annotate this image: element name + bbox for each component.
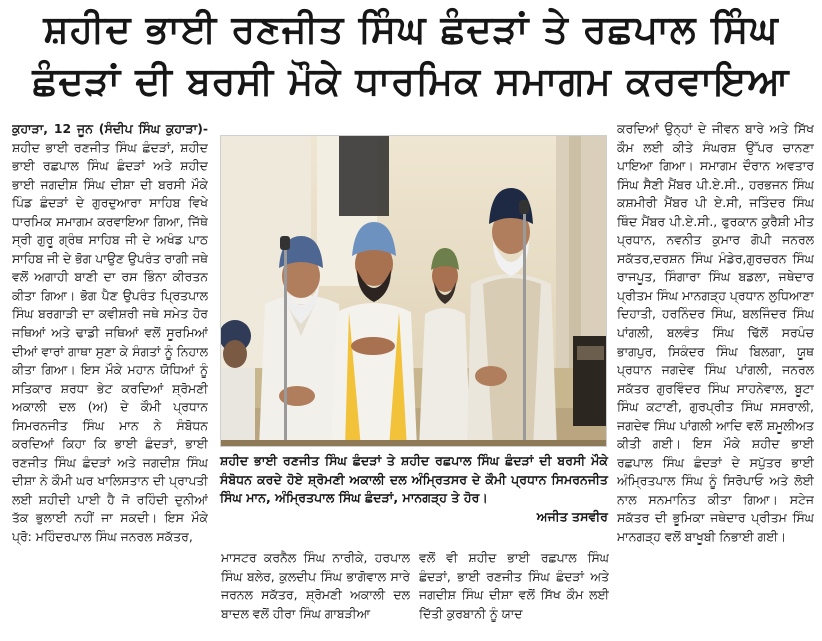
article-text-col2: ਮਾਸਟਰ ਕਰਨੈਲ ਸਿੰਘ ਨਾਰੀਕੇ, ਹਰਪਾਲ ਸਿੰਘ ਬਲੇਰ, ਕੁਲਦੀਪ ਸਿੰਘ ਭਾਗੋਵਾਲ ਸਾਰੇ ਜਰਨਲ ਸਕੱਤਰ, ਸ਼੍ਰੋਮਣੀ ਅਕਾਲੀ ਦਲ ਬਾਦਲ ਵਲੋਂ ਹੀਰਾ ਸਿੰਘ ਗਾਬੜੀਆ [221,550,410,621]
photo-caption [220,452,608,544]
article-column-4 [617,120,814,636]
article-dateline: ਕੁਹਾੜਾ, 12 ਜੂਨ (ਸੰਦੀਪ ਸਿੰਘ ਕੁਹਾੜਾ)- [12,121,208,136]
article-text-col3: ਵਲੋਂ ਵੀ ਸ਼ਹੀਦ ਭਾਈ ਰਛਪਾਲ ਸਿੰਘ ਛੰਦੜਾਂ, ਭਾਈ ਰਣਜੀਤ ਸਿੰਘ ਛੰਦੜਾਂ ਅਤੇ ਜਗਦੀਸ਼ ਸਿੰਘ ਦੀਸ਼ਾ ਵਲੋਂ ਸਿੱਖ ਕੌਮ ਲਈ ਦਿੱਤੀ ਕੁਰਬਾਨੀ ਨੂੰ ਯਾਦ [419,550,609,621]
photo-credit: ਅਜੀਤ ਤਸਵੀਰ [536,508,608,524]
article-column-1 [12,120,208,636]
photo-scene [221,136,607,447]
article-text-col4: ਕਰਦਿਆਂ ਉਨ੍ਹਾਂ ਦੇ ਜੀਵਨ ਬਾਰੇ ਅਤੇ ਸਿੱਖ ਕੌਮ ਲਈ ਕੀਤੇ ਸੰਘਰਸ਼ ਉੱਪਰ ਚਾਨਣਾ ਪਾਇਆ ਗਿਆ। ਸਮਾਗਮ ਦੌਰਾਨ ਅਵਤਾਰ ਸਿੰਘ ਸੈਣੀ ਮੈਂਬਰ ਪੀ.ਏ.ਸੀ., ਹਰਭਜਨ ਸਿੰਘ ਕਸ਼ਮੀਰੀ ਮੈਂਬਰ ਪੀ ਏ.ਸੀ, ਜਤਿੰਦਰ ਸਿੰਘ ਥਿੰਦ ਮੈਂਬਰ ਪੀ.ਏ.ਸੀ., ਫੁਰਕਾਨ ਕੁਰੈਸ਼ੀ ਮੀਤ ਪ੍ਰਧਾਨ, ਨਵਨੀਤ ਕੁਮਾਰ ਗੋਪੀ ਜਨਰਲ ਸਕੱਤਰ,ਦਰਸ਼ਨ ਸਿੰਘ ਮੰਡੇਰ,ਗੁਰਚਰਨ ਸਿੰਘ ਰਾਜਪੂਤ, ਸਿੰਗਾਰਾ ਸਿੰਘ ਬਡਲਾ, ਜਥੇਦਾਰ ਪ੍ਰੀਤਮ ਸਿੰਘ ਮਾਨਗੜ੍ਹ ਪ੍ਰਧਾਨ ਲੁਧਿਆਣਾ ਦਿਹਾਤੀ, ਹਰਨਿੰਦਰ ਸਿੰਘ, ਬਲਜਿੰਦਰ ਸਿੰਘ ਪਾਂਗਲੀ, ਬਲਵੰਤ ਸਿੰਘ ਢਿੱਲੋਂ ਸਰਪੰਚ ਭਾਗਪੁਰ, ਸਿਕੰਦਰ ਸਿੰਘ ਬਿਲਗਾ, ਯੂਥ ਪ੍ਰਧਾਨ ਜਗਦੇਵ ਸਿੰਘ ਪਾਂਗਲੀ, ਜਨਰਲ ਸਕੱਤਰ ਗੁਰਵਿੰਦਰ ਸਿੰਘ ਸਾਹਨੇਵਾਲ, ਬੂਟਾ ਸਿੰਘ ਕਟਾਣੀ, ਗੁਰਪ੍ਰੀਤ ਸਿੰਘ ਸਸਰਾਲੀ, ਜਗਦੇਵ ਸਿੰਘ ਪਾਂਗਲੀ ਆਦਿ ਵਲੋਂ ਸ਼ਮੂਲੀਅਤ ਕੀਤੀ ਗਈ। ਇਸ ਮੌਕੇ ਸ਼ਹੀਦ ਭਾਈ ਰਛਪਾਲ ਸਿੰਘ ਛੰਦੜਾਂ ਦੇ ਸਪੁੱਤਰ ਭਾਈ ਅੰਮ੍ਰਿਤਪਾਲ ਸਿੰਘ ਨੂੰ ਸਿਰੋਪਾਓ ਅਤੇ ਲੋਈ ਨਾਲ ਸਨਮਾਨਿਤ ਕੀਤਾ ਗਿਆ। ਸਟੇਜ ਸਕੱਤਰ ਦੀ ਭੂਮਿਕਾ ਜਥੇਦਾਰ ਪ੍ਰੀਤਮ ਸਿੰਘ ਮਾਨਗੜ੍ਹ ਵਲੋਂ ਬਾਖੂਬੀ ਨਿਭਾਈ ਗਈ। [617,121,814,545]
headline-line-2: ਛੰਦੜਾਂ ਦੀ ਬਰਸੀ ਮੌਕੇ ਧਾਰਮਿਕ ਸਮਾਗਮ ਕਰਵਾਇਆ [32,59,790,103]
article-column-3 [419,549,609,639]
article-column-2 [221,549,410,639]
person-far-left [221,320,255,447]
headline-line-1: ਸ਼ਹੀਦ ਭਾਈ ਰਣਜੀਤ ਸਿੰਘ ਛੰਦੜਾਂ ਤੇ ਰਛਪਾਲ ਸਿੰਘ [43,7,779,51]
headline-block [0,0,822,116]
photo-caption-text: ਸ਼ਹੀਦ ਭਾਈ ਰਣਜੀਤ ਸਿੰਘ ਛੰਦੜਾਂ ਤੇ ਸ਼ਹੀਦ ਰਛਪਾਲ ਸਿੰਘ ਛੰਦੜਾਂ ਦੀ ਬਰਸੀ ਮੌਕੇ ਸੰਬੋਧਨ ਕਰਦੇ ਹੋਏ ਸ਼੍ਰੋਮਣੀ ਅਕਾਲੀ ਦਲ ਅੰਮ੍ਰਿਤਸਰ ਦੇ ਕੌਮੀ ਪ੍ਰਧਾਨ ਸਿਮਰਨਜੀਤ ਸਿੰਘ ਮਾਨ, ਅੰਮ੍ਰਿਤਪਾਲ ਸਿੰਘ ਛੰਦੜਾਂ, ਮਾਨਗੜ੍ਹ ਤੇ ਹੋਰ। [220,453,608,506]
news-photo [220,135,607,447]
article-text-col1: ਸ਼ਹੀਦ ਭਾਈ ਰਣਜੀਤ ਸਿੰਘ ਛੰਦੜਾਂ, ਸ਼ਹੀਦ ਭਾਈ ਰਛਪਾਲ ਸਿੰਘ ਛੰਦੜਾਂ ਅਤੇ ਸ਼ਹੀਦ ਭਾਈ ਜਗਦੀਸ਼ ਸਿੰਘ ਦੀਸ਼ਾ ਦੀ ਬਰਸੀ ਮੌਕੇ ਪਿੰਡ ਛੰਦੜਾਂ ਦੇ ਗੁਰਦੁਆਰਾ ਸਾਹਿਬ ਵਿਖੇ ਧਾਰਮਿਕ ਸਮਾਗਮ ਕਰਵਾਇਆ ਗਿਆ, ਜਿੱਥੇ ਸ੍ਰੀ ਗੁਰੂ ਗ੍ਰੰਥ ਸਾਹਿਬ ਜੀ ਦੇ ਅਖੰਡ ਪਾਠ ਸਾਹਿਬ ਜੀ ਦੇ ਭੋਗ ਪਾਉਣ ਉਪਰੰਤ ਰਾਗੀ ਜਥੇ ਵਲੋਂ ਅਗਾਹੀ ਬਾਣੀ ਦਾ ਰਸ ਭਿੰਨਾ ਕੀਰਤਨ ਕੀਤਾ ਗਿਆ। ਭੋਗ ਪੈਣ ਉਪਰੰਤ ਪ੍ਰਿਤਪਾਲ ਸਿੰਘ ਬਰਗਾੜੀ ਦਾ ਕਵੀਸ਼ਰੀ ਜਥੇ ਸਮੇਤ ਹੋਰ ਜਥਿਆਂ ਅਤੇ ਢਾਡੀ ਜਥਿਆਂ ਵਲੋਂ ਸੂਰਮਿਆਂ ਦੀਆਂ ਵਾਰਾਂ ਗਾਥਾ ਸੁਣਾ ਕੇ ਸੰਗਤਾਂ ਨੂੰ ਨਿਹਾਲ ਕੀਤਾ ਗਿਆ। ਇਸ ਮੌਕੇ ਮਹਾਨ ਯੋਧਿਆਂ ਨੂੰ ਸਤਿਕਾਰ ਸ਼ਰਧਾ ਭੇਟ ਕਰਦਿਆਂ ਸ਼੍ਰੋਮਣੀ ਅਕਾਲੀ ਦਲ (ਅ) ਦੇ ਕੌਮੀ ਪ੍ਰਧਾਨ ਸਿਮਰਨਜੀਤ ਸਿੰਘ ਮਾਨ ਨੇ ਸੰਬੋਧਨ ਕਰਦਿਆਂ ਕਿਹਾ ਕਿ ਭਾਈ ਛੰਦੜਾਂ, ਭਾਈ ਰਣਜੀਤ ਸਿੰਘ ਛੰਦੜਾਂ ਅਤੇ ਜਗਦੀਸ਼ ਸਿੰਘ ਦੀਸ਼ਾ ਨੇ ਕੌਮੀ ਘਰ ਖਾਲਿਸਤਾਨ ਦੀ ਪ੍ਰਾਪਤੀ ਲਈ ਸ਼ਹੀਦੀ ਪਾਈ ਹੈ ਜੋ ਰਹਿੰਦੀ ਦੁਨੀਆਂ ਤੱਕ ਭੁਲਾਈ ਨਹੀਂ ਜਾ ਸਕਦੀ। ਇਸ ਮੌਕੇ ਪ੍ਰੋ: ਮਹਿੰਦਰਪਾਲ ਸਿੰਘ ਜਨਰਲ ਸਕੱਤਰ, [12,139,208,545]
